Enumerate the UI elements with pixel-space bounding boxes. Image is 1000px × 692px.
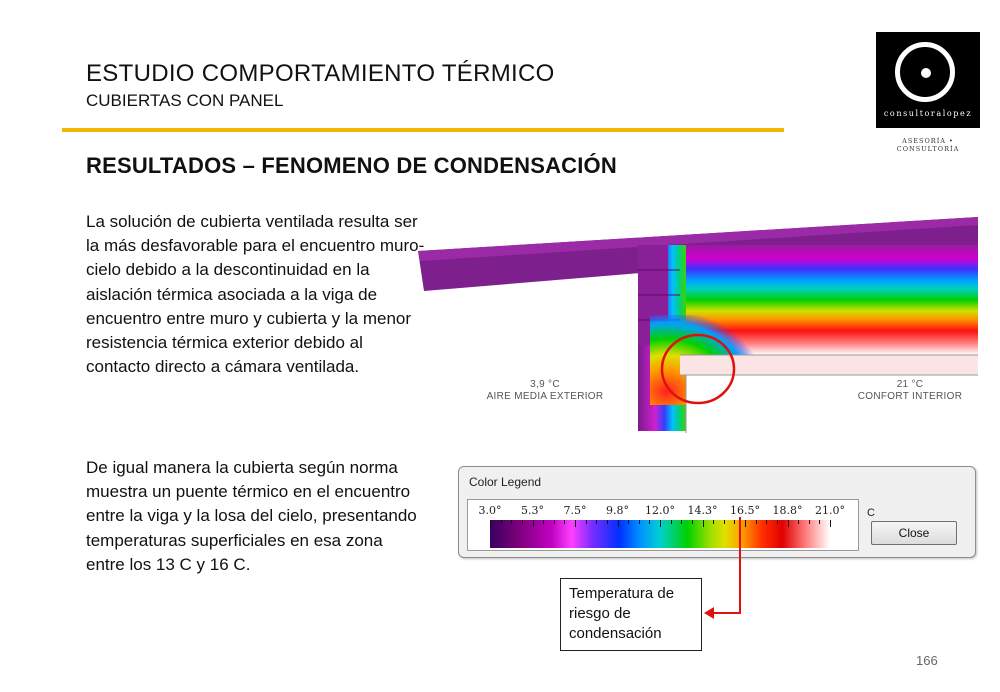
- legend-tick-mark: [639, 520, 640, 524]
- legend-tick-mark: [671, 520, 672, 524]
- body-paragraph-1: La solución de cubierta ventilada resulta ser la más desfavorable para el encuentro muro-cielo debido a la descontinuidad en la aislación térmica asociada a la viga de encuentro entre muro y cubierta y la menor resistencia térmica exterior debido al contacto directo a cámara ventilada.: [86, 212, 425, 377]
- legend-tick-label: 18.8°: [772, 504, 803, 517]
- page-number: 166: [916, 653, 938, 668]
- legend-tick-mark: [543, 520, 544, 524]
- logo-dot-icon: [921, 68, 931, 78]
- company-logo: [876, 32, 980, 128]
- slide-title: ESTUDIO COMPORTAMIENTO TÉRMICO: [86, 60, 555, 87]
- legend-tick-mark: [788, 520, 789, 527]
- legend-tick-mark: [511, 520, 512, 524]
- legend-tick-mark: [554, 520, 555, 524]
- legend-tick-label: 14.3°: [687, 504, 718, 517]
- legend-tick-mark: [819, 520, 820, 524]
- legend-tick-mark: [575, 520, 576, 527]
- legend-tick-labels: [468, 504, 860, 518]
- close-button[interactable]: Close: [871, 521, 957, 545]
- interior-label: [840, 379, 980, 403]
- legend-unit: C: [867, 507, 875, 519]
- logo-tagline: ASESORÍA • CONSULTORÍA: [896, 137, 960, 153]
- logo-name: consultoralopez: [883, 109, 973, 118]
- slide-subtitle: CUBIERTAS CON PANEL: [86, 91, 284, 110]
- section-heading: RESULTADOS – FENOMENO DE CONDENSACIÓN: [86, 153, 617, 178]
- legend-tick-mark: [618, 520, 619, 527]
- legend-tick-mark: [607, 520, 608, 524]
- interior-temperature: 21 °C: [896, 379, 924, 390]
- legend-tick-mark: [809, 520, 810, 524]
- exterior-description: AIRE MEDIA EXTERIOR: [486, 391, 604, 402]
- legend-tick-label: 7.5°: [563, 504, 587, 517]
- legend-tick-mark: [628, 520, 629, 524]
- legend-tick-mark: [490, 520, 491, 527]
- legend-tick-label: 5.3°: [521, 504, 544, 517]
- legend-tick-mark: [649, 520, 650, 524]
- legend-tick-label: 21.0°: [815, 504, 845, 517]
- body-paragraph-2: De igual manera la cubierta según norma muestra un puente térmico en el encuentro entre la viga y la losa del cielo, presentando temperaturas superficiales en esa zona entre los 13 C y 16 C.: [86, 458, 417, 574]
- exterior-temperature: 3,9 °C: [530, 379, 560, 390]
- legend-tick-mark: [586, 520, 587, 524]
- interior-description: CONFORT INTERIOR: [857, 391, 963, 402]
- exterior-label: [470, 379, 620, 403]
- accent-divider: [62, 128, 784, 132]
- legend-tick-mark: [522, 520, 523, 524]
- legend-tick-mark: [660, 520, 661, 527]
- legend-tick-mark: [533, 520, 534, 527]
- legend-tick-mark: [830, 520, 831, 527]
- legend-panel: [467, 499, 859, 551]
- legend-tick-label: 3.0°: [478, 504, 502, 517]
- legend-tick-mark: [756, 520, 757, 524]
- condensation-callout: Temperatura de riesgo de condensación: [560, 578, 702, 651]
- dialog-title: Color Legend: [469, 475, 542, 489]
- legend-tick-label: 12.0°: [645, 504, 675, 517]
- legend-tick-mark: [501, 520, 502, 524]
- legend-tick-mark: [564, 520, 565, 524]
- legend-tick-mark: [798, 520, 799, 524]
- legend-tick-label: 16.5°: [730, 504, 760, 517]
- legend-tick-mark: [681, 520, 682, 524]
- legend-tick-mark: [692, 520, 693, 524]
- legend-tick-mark: [777, 520, 778, 524]
- legend-tick-mark: [766, 520, 767, 524]
- legend-tick-mark: [596, 520, 597, 524]
- legend-tick-label: 9.8°: [606, 504, 629, 517]
- callout-arrow: [700, 515, 750, 625]
